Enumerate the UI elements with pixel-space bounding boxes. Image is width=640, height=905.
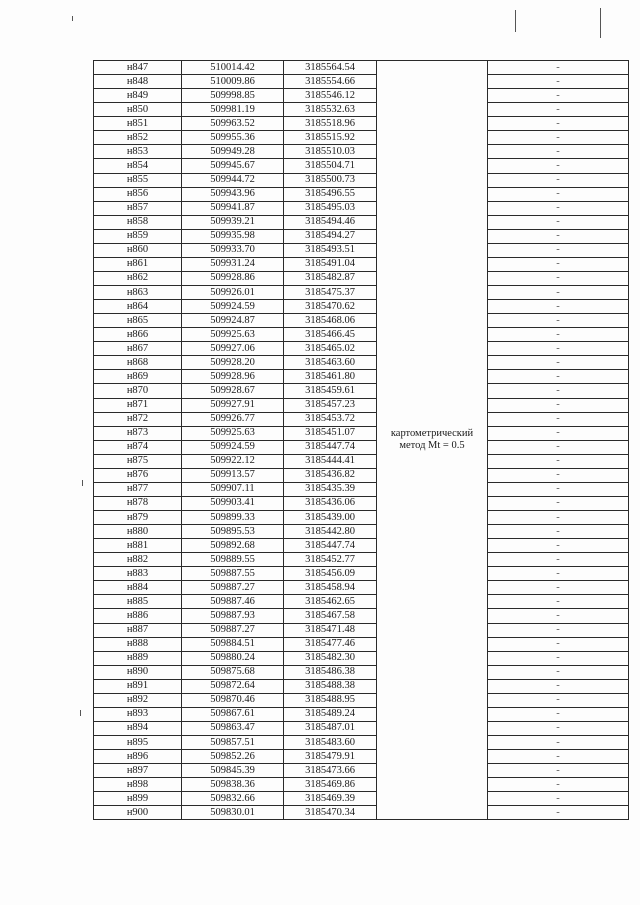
table-row <box>94 159 629 173</box>
point-id-cell: н870 <box>94 384 182 398</box>
point-id-cell: н893 <box>94 707 182 721</box>
point-id-cell: н880 <box>94 525 182 539</box>
last-column-cell: - <box>488 75 629 89</box>
point-id-cell: н849 <box>94 89 182 103</box>
y-coordinate-cell: 3185469.86 <box>284 778 377 792</box>
y-coordinate-cell: 3185436.82 <box>284 468 377 482</box>
table-row <box>94 187 629 201</box>
x-coordinate-cell: 509887.55 <box>182 567 284 581</box>
point-id-cell: н876 <box>94 468 182 482</box>
last-column-cell: - <box>488 792 629 806</box>
x-coordinate-cell: 509926.01 <box>182 286 284 300</box>
last-column-cell: - <box>488 229 629 243</box>
coordinates-table <box>93 60 629 820</box>
point-id-cell: н897 <box>94 764 182 778</box>
point-id-cell: н848 <box>94 75 182 89</box>
last-column-cell: - <box>488 539 629 553</box>
x-coordinate-cell: 509845.39 <box>182 764 284 778</box>
y-coordinate-cell: 3185442.80 <box>284 525 377 539</box>
last-column-cell: - <box>488 693 629 707</box>
last-column-cell: - <box>488 215 629 229</box>
point-id-cell: н857 <box>94 201 182 215</box>
y-coordinate-cell: 3185515.92 <box>284 131 377 145</box>
point-id-cell: н885 <box>94 595 182 609</box>
table-row <box>94 736 629 750</box>
y-coordinate-cell: 3185482.30 <box>284 651 377 665</box>
x-coordinate-cell: 509941.87 <box>182 201 284 215</box>
table-row <box>94 412 629 426</box>
point-id-cell: н872 <box>94 412 182 426</box>
table-row <box>94 314 629 328</box>
y-coordinate-cell: 3185462.65 <box>284 595 377 609</box>
table-row <box>94 131 629 145</box>
y-coordinate-cell: 3185451.07 <box>284 426 377 440</box>
point-id-cell: н896 <box>94 750 182 764</box>
last-column-cell: - <box>488 89 629 103</box>
table-row <box>94 581 629 595</box>
table-row <box>94 384 629 398</box>
table-row <box>94 496 629 510</box>
coordinates-table-body <box>94 61 629 820</box>
point-id-cell: н881 <box>94 539 182 553</box>
table-row <box>94 173 629 187</box>
x-coordinate-cell: 509949.28 <box>182 145 284 159</box>
y-coordinate-cell: 3185487.01 <box>284 721 377 735</box>
point-id-cell: н861 <box>94 257 182 271</box>
table-row <box>94 370 629 384</box>
last-column-cell: - <box>488 581 629 595</box>
x-coordinate-cell: 509889.55 <box>182 553 284 567</box>
table-row <box>94 454 629 468</box>
scan-speck <box>515 10 516 32</box>
table-row <box>94 623 629 637</box>
x-coordinate-cell: 509887.93 <box>182 609 284 623</box>
y-coordinate-cell: 3185494.27 <box>284 229 377 243</box>
last-column-cell: - <box>488 201 629 215</box>
table-row <box>94 440 629 454</box>
x-coordinate-cell: 509880.24 <box>182 651 284 665</box>
x-coordinate-cell: 510009.86 <box>182 75 284 89</box>
last-column-cell: - <box>488 131 629 145</box>
last-column-cell: - <box>488 567 629 581</box>
x-coordinate-cell: 509928.96 <box>182 370 284 384</box>
y-coordinate-cell: 3185494.46 <box>284 215 377 229</box>
x-coordinate-cell: 509907.11 <box>182 482 284 496</box>
point-id-cell: н883 <box>94 567 182 581</box>
table-row <box>94 707 629 721</box>
x-coordinate-cell: 509887.27 <box>182 581 284 595</box>
x-coordinate-cell: 509981.19 <box>182 103 284 117</box>
point-id-cell: н869 <box>94 370 182 384</box>
point-id-cell: н892 <box>94 693 182 707</box>
point-id-cell: н890 <box>94 665 182 679</box>
table-row <box>94 665 629 679</box>
table-row <box>94 257 629 271</box>
y-coordinate-cell: 3185461.80 <box>284 370 377 384</box>
point-id-cell: н855 <box>94 173 182 187</box>
table-row <box>94 567 629 581</box>
point-id-cell: н900 <box>94 806 182 820</box>
last-column-cell: - <box>488 370 629 384</box>
y-coordinate-cell: 3185532.63 <box>284 103 377 117</box>
table-row <box>94 243 629 257</box>
y-coordinate-cell: 3185444.41 <box>284 454 377 468</box>
table-row <box>94 117 629 131</box>
x-coordinate-cell: 509903.41 <box>182 496 284 510</box>
x-coordinate-cell: 509925.63 <box>182 328 284 342</box>
table-row <box>94 89 629 103</box>
x-coordinate-cell: 509963.52 <box>182 117 284 131</box>
point-id-cell: н852 <box>94 131 182 145</box>
x-coordinate-cell: 509857.51 <box>182 736 284 750</box>
point-id-cell: н867 <box>94 342 182 356</box>
x-coordinate-cell: 509924.59 <box>182 440 284 454</box>
point-id-cell: н887 <box>94 623 182 637</box>
x-coordinate-cell: 509892.68 <box>182 539 284 553</box>
point-id-cell: н874 <box>94 440 182 454</box>
table-row <box>94 342 629 356</box>
table-row <box>94 300 629 314</box>
last-column-cell: - <box>488 665 629 679</box>
x-coordinate-cell: 509863.47 <box>182 721 284 735</box>
x-coordinate-cell: 509832.66 <box>182 792 284 806</box>
last-column-cell: - <box>488 482 629 496</box>
table-row <box>94 201 629 215</box>
x-coordinate-cell: 509925.63 <box>182 426 284 440</box>
y-coordinate-cell: 3185465.02 <box>284 342 377 356</box>
table-row <box>94 792 629 806</box>
last-column-cell: - <box>488 525 629 539</box>
y-coordinate-cell: 3185564.54 <box>284 61 377 75</box>
x-coordinate-cell: 509926.77 <box>182 412 284 426</box>
point-id-cell: н868 <box>94 356 182 370</box>
point-id-cell: н873 <box>94 426 182 440</box>
y-coordinate-cell: 3185459.61 <box>284 384 377 398</box>
y-coordinate-cell: 3185453.72 <box>284 412 377 426</box>
x-coordinate-cell: 509928.67 <box>182 384 284 398</box>
y-coordinate-cell: 3185477.46 <box>284 637 377 651</box>
y-coordinate-cell: 3185458.94 <box>284 581 377 595</box>
point-id-cell: н865 <box>94 314 182 328</box>
y-coordinate-cell: 3185510.03 <box>284 145 377 159</box>
x-coordinate-cell: 509944.72 <box>182 173 284 187</box>
y-coordinate-cell: 3185436.06 <box>284 496 377 510</box>
point-id-cell: н886 <box>94 609 182 623</box>
x-coordinate-cell: 509872.64 <box>182 679 284 693</box>
last-column-cell: - <box>488 328 629 342</box>
table-row <box>94 539 629 553</box>
last-column-cell: - <box>488 286 629 300</box>
last-column-cell: - <box>488 271 629 285</box>
y-coordinate-cell: 3185504.71 <box>284 159 377 173</box>
y-coordinate-cell: 3185470.62 <box>284 300 377 314</box>
last-column-cell: - <box>488 187 629 201</box>
y-coordinate-cell: 3185493.51 <box>284 243 377 257</box>
table-row <box>94 229 629 243</box>
x-coordinate-cell: 509935.98 <box>182 229 284 243</box>
table-row <box>94 721 629 735</box>
table-row <box>94 426 629 440</box>
y-coordinate-cell: 3185554.66 <box>284 75 377 89</box>
y-coordinate-cell: 3185447.74 <box>284 440 377 454</box>
point-id-cell: н866 <box>94 328 182 342</box>
point-id-cell: н858 <box>94 215 182 229</box>
x-coordinate-cell: 509939.21 <box>182 215 284 229</box>
point-id-cell: н895 <box>94 736 182 750</box>
last-column-cell: - <box>488 61 629 75</box>
x-coordinate-cell: 509927.06 <box>182 342 284 356</box>
point-id-cell: н847 <box>94 61 182 75</box>
point-id-cell: н862 <box>94 271 182 285</box>
last-column-cell: - <box>488 764 629 778</box>
last-column-cell: - <box>488 440 629 454</box>
point-id-cell: н882 <box>94 553 182 567</box>
table-row <box>94 482 629 496</box>
last-column-cell: - <box>488 103 629 117</box>
point-id-cell: н851 <box>94 117 182 131</box>
last-column-cell: - <box>488 454 629 468</box>
point-id-cell: н889 <box>94 651 182 665</box>
y-coordinate-cell: 3185482.87 <box>284 271 377 285</box>
x-coordinate-cell: 510014.42 <box>182 61 284 75</box>
last-column-cell: - <box>488 736 629 750</box>
x-coordinate-cell: 509830.01 <box>182 806 284 820</box>
x-coordinate-cell: 509943.96 <box>182 187 284 201</box>
point-id-cell: н854 <box>94 159 182 173</box>
last-column-cell: - <box>488 398 629 412</box>
y-coordinate-cell: 3185456.09 <box>284 567 377 581</box>
last-column-cell: - <box>488 679 629 693</box>
table-row <box>94 271 629 285</box>
last-column-cell: - <box>488 300 629 314</box>
last-column-cell: - <box>488 384 629 398</box>
x-coordinate-cell: 509838.36 <box>182 778 284 792</box>
table-row <box>94 764 629 778</box>
point-id-cell: н898 <box>94 778 182 792</box>
y-coordinate-cell: 3185435.39 <box>284 482 377 496</box>
y-coordinate-cell: 3185483.60 <box>284 736 377 750</box>
last-column-cell: - <box>488 342 629 356</box>
last-column-cell: - <box>488 356 629 370</box>
method-note: картометрический метод Mt = 0.5 <box>390 428 474 452</box>
y-coordinate-cell: 3185452.77 <box>284 553 377 567</box>
point-id-cell: н877 <box>94 482 182 496</box>
scan-speck <box>82 480 83 486</box>
scan-speck <box>600 8 601 38</box>
y-coordinate-cell: 3185486.38 <box>284 665 377 679</box>
x-coordinate-cell: 509887.46 <box>182 595 284 609</box>
y-coordinate-cell: 3185518.96 <box>284 117 377 131</box>
x-coordinate-cell: 509931.24 <box>182 257 284 271</box>
table-row <box>94 637 629 651</box>
y-coordinate-cell: 3185488.38 <box>284 679 377 693</box>
table-row <box>94 750 629 764</box>
last-column-cell: - <box>488 159 629 173</box>
point-id-cell: н850 <box>94 103 182 117</box>
last-column-cell: - <box>488 637 629 651</box>
last-column-cell: - <box>488 173 629 187</box>
x-coordinate-cell: 509884.51 <box>182 637 284 651</box>
point-id-cell: н899 <box>94 792 182 806</box>
table-row <box>94 693 629 707</box>
last-column-cell: - <box>488 117 629 131</box>
last-column-cell: - <box>488 496 629 510</box>
last-column-cell: - <box>488 623 629 637</box>
table-row <box>94 679 629 693</box>
y-coordinate-cell: 3185495.03 <box>284 201 377 215</box>
table-row <box>94 398 629 412</box>
x-coordinate-cell: 509852.26 <box>182 750 284 764</box>
y-coordinate-cell: 3185546.12 <box>284 89 377 103</box>
table-row <box>94 595 629 609</box>
last-column-cell: - <box>488 778 629 792</box>
last-column-cell: - <box>488 145 629 159</box>
scan-speck <box>80 710 81 716</box>
x-coordinate-cell: 509998.85 <box>182 89 284 103</box>
last-column-cell: - <box>488 257 629 271</box>
last-column-cell: - <box>488 750 629 764</box>
table-row <box>94 145 629 159</box>
y-coordinate-cell: 3185439.00 <box>284 511 377 525</box>
point-id-cell: н856 <box>94 187 182 201</box>
y-coordinate-cell: 3185475.37 <box>284 286 377 300</box>
point-id-cell: н864 <box>94 300 182 314</box>
point-id-cell: н894 <box>94 721 182 735</box>
point-id-cell: н853 <box>94 145 182 159</box>
x-coordinate-cell: 509895.53 <box>182 525 284 539</box>
y-coordinate-cell: 3185447.74 <box>284 539 377 553</box>
table-row <box>94 328 629 342</box>
x-coordinate-cell: 509875.68 <box>182 665 284 679</box>
point-id-cell: н878 <box>94 496 182 510</box>
x-coordinate-cell: 509928.86 <box>182 271 284 285</box>
x-coordinate-cell: 509913.57 <box>182 468 284 482</box>
x-coordinate-cell: 509922.12 <box>182 454 284 468</box>
table-row <box>94 286 629 300</box>
point-id-cell: н888 <box>94 637 182 651</box>
last-column-cell: - <box>488 426 629 440</box>
last-column-cell: - <box>488 243 629 257</box>
y-coordinate-cell: 3185489.24 <box>284 707 377 721</box>
point-id-cell: н859 <box>94 229 182 243</box>
table-row <box>94 215 629 229</box>
table-row <box>94 806 629 820</box>
last-column-cell: - <box>488 609 629 623</box>
table-row <box>94 61 629 75</box>
last-column-cell: - <box>488 806 629 820</box>
x-coordinate-cell: 509870.46 <box>182 693 284 707</box>
table-row <box>94 651 629 665</box>
x-coordinate-cell: 509945.67 <box>182 159 284 173</box>
x-coordinate-cell: 509955.36 <box>182 131 284 145</box>
y-coordinate-cell: 3185473.66 <box>284 764 377 778</box>
last-column-cell: - <box>488 314 629 328</box>
last-column-cell: - <box>488 468 629 482</box>
y-coordinate-cell: 3185466.45 <box>284 328 377 342</box>
y-coordinate-cell: 3185470.34 <box>284 806 377 820</box>
table-row <box>94 553 629 567</box>
point-id-cell: н860 <box>94 243 182 257</box>
y-coordinate-cell: 3185471.48 <box>284 623 377 637</box>
y-coordinate-cell: 3185500.73 <box>284 173 377 187</box>
table-row <box>94 356 629 370</box>
point-id-cell: н884 <box>94 581 182 595</box>
point-id-cell: н871 <box>94 398 182 412</box>
last-column-cell: - <box>488 707 629 721</box>
x-coordinate-cell: 509924.59 <box>182 300 284 314</box>
point-id-cell: н863 <box>94 286 182 300</box>
y-coordinate-cell: 3185457.23 <box>284 398 377 412</box>
y-coordinate-cell: 3185467.58 <box>284 609 377 623</box>
point-id-cell: н891 <box>94 679 182 693</box>
table-row <box>94 511 629 525</box>
y-coordinate-cell: 3185496.55 <box>284 187 377 201</box>
table-row <box>94 75 629 89</box>
x-coordinate-cell: 509933.70 <box>182 243 284 257</box>
last-column-cell: - <box>488 553 629 567</box>
x-coordinate-cell: 509927.91 <box>182 398 284 412</box>
y-coordinate-cell: 3185468.06 <box>284 314 377 328</box>
table-row <box>94 103 629 117</box>
x-coordinate-cell: 509924.87 <box>182 314 284 328</box>
table-row <box>94 609 629 623</box>
x-coordinate-cell: 509899.33 <box>182 511 284 525</box>
y-coordinate-cell: 3185479.91 <box>284 750 377 764</box>
x-coordinate-cell: 509887.27 <box>182 623 284 637</box>
last-column-cell: - <box>488 595 629 609</box>
x-coordinate-cell: 509928.20 <box>182 356 284 370</box>
last-column-cell: - <box>488 412 629 426</box>
table-row <box>94 468 629 482</box>
y-coordinate-cell: 3185488.95 <box>284 693 377 707</box>
y-coordinate-cell: 3185463.60 <box>284 356 377 370</box>
last-column-cell: - <box>488 721 629 735</box>
last-column-cell: - <box>488 511 629 525</box>
scan-speck <box>72 16 73 21</box>
last-column-cell: - <box>488 651 629 665</box>
method-note-cell <box>377 61 488 820</box>
y-coordinate-cell: 3185469.39 <box>284 792 377 806</box>
x-coordinate-cell: 509867.61 <box>182 707 284 721</box>
table-row <box>94 525 629 539</box>
point-id-cell: н879 <box>94 511 182 525</box>
point-id-cell: н875 <box>94 454 182 468</box>
y-coordinate-cell: 3185491.04 <box>284 257 377 271</box>
table-row <box>94 778 629 792</box>
